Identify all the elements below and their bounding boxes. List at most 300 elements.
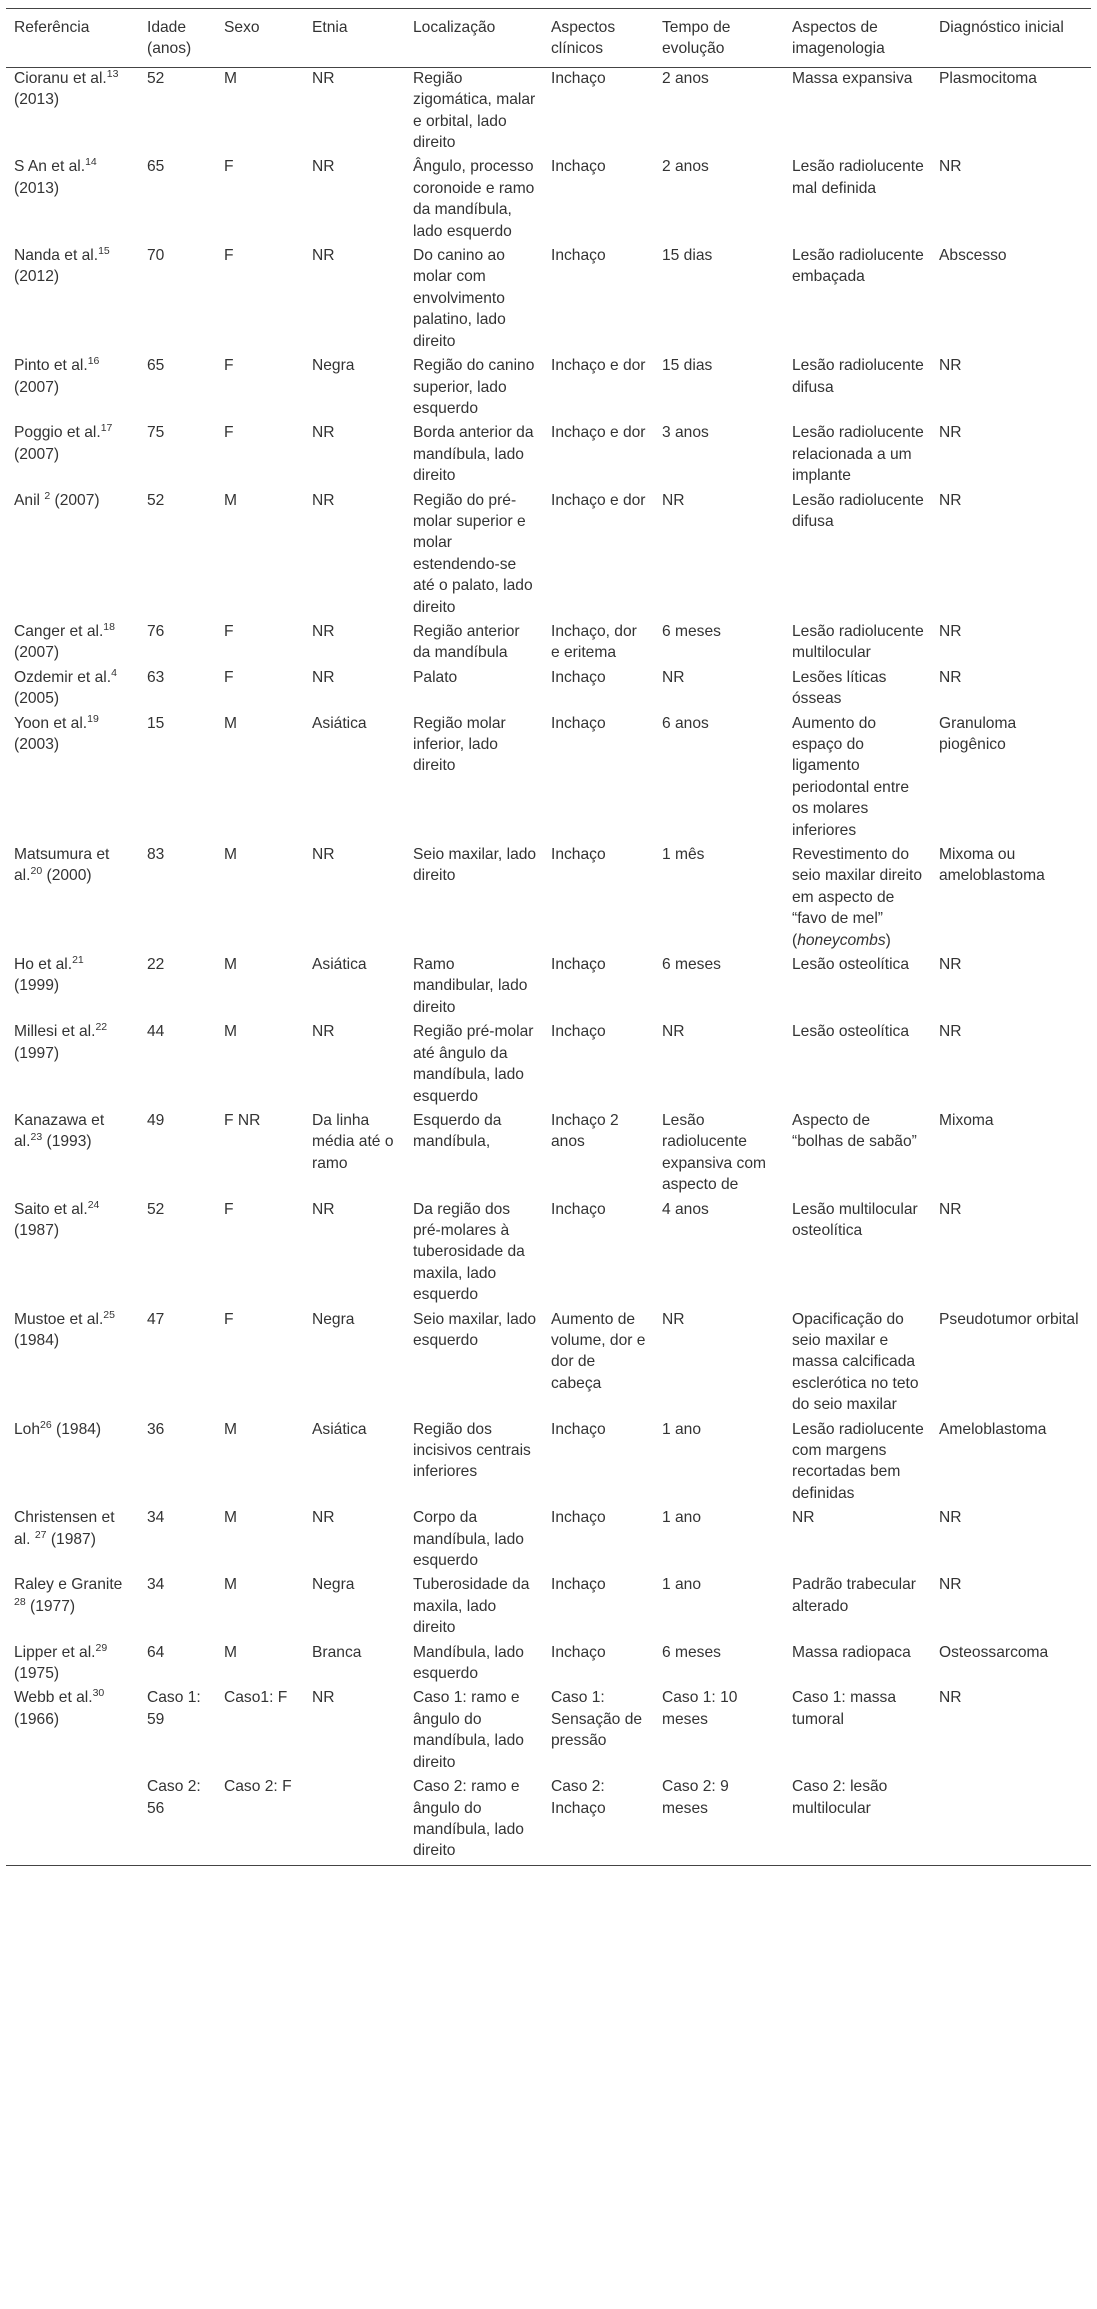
reference-year: (1987) <box>14 1221 60 1239</box>
imaging-text: Aspecto de “bolhas de sabão” <box>792 1111 917 1151</box>
imaging-text: Lesão radiolucente mal definida <box>792 158 924 197</box>
reference-number: 25 <box>103 1308 115 1321</box>
sex-cell: F <box>224 1200 234 1218</box>
location-cell: Borda anterior da mandíbula, lado direito <box>413 424 534 485</box>
reference-cell <box>6 713 139 844</box>
clinical-cell: Inchaço <box>551 668 606 686</box>
imaging-text: Lesão radiolucente difusa <box>792 357 924 396</box>
reference-year: (1975) <box>14 1665 60 1683</box>
location-cell: Região do canino superior, lado esquerdo <box>413 357 535 417</box>
sex-cell: M <box>224 1509 237 1527</box>
diagnosis-cell: Mixoma <box>939 1111 994 1129</box>
reference-number: 20 <box>30 865 43 878</box>
reference-cell <box>6 490 139 621</box>
imaging-text: Caso 2: lesão multilocular <box>792 1778 888 1817</box>
reference-number: 19 <box>87 712 99 725</box>
ethnicity-cell: Asiática <box>312 1420 367 1438</box>
evolution-cell: 6 meses <box>662 622 721 640</box>
clinical-cell: Inchaço <box>551 1420 606 1438</box>
sex-cell: M <box>224 956 237 974</box>
location-cell: Palato <box>413 668 458 686</box>
reference-cell <box>6 1199 139 1309</box>
table-header-row <box>6 9 1091 68</box>
evolution-cell: 4 anos <box>662 1200 709 1218</box>
location-cell: Ângulo, processo coronoide e ramo da mandíbula, lado esquerdo <box>413 158 535 240</box>
ethnicity-cell: Branca <box>312 1643 362 1661</box>
imaging-text: Lesão osteolítica <box>792 956 910 974</box>
imaging-cell <box>784 355 931 422</box>
evolution-cell: NR <box>662 491 685 509</box>
age-cell: 63 <box>147 668 165 686</box>
table-row <box>6 67 1091 156</box>
ethnicity-cell: NR <box>312 1509 335 1527</box>
reference-cell <box>6 67 139 156</box>
table-row <box>6 422 1091 489</box>
reference-year: (2003) <box>14 736 60 753</box>
clinical-cell: Inchaço <box>551 69 606 87</box>
clinical-cell: Caso 2: Inchaço <box>551 1778 606 1817</box>
reference-year: (2007) <box>50 491 100 509</box>
reference-text: Saito et al. <box>14 1200 88 1218</box>
ethnicity-cell: Asiática <box>312 714 367 732</box>
table-row <box>6 1642 1091 1688</box>
reference-text: Kanazawa et al. <box>14 1111 105 1151</box>
location-cell: Região anterior da mandíbula <box>413 622 520 662</box>
clinical-cell: Inchaço <box>551 956 606 974</box>
diagnosis-cell: NR <box>939 491 962 509</box>
ethnicity-cell: NR <box>312 1023 335 1041</box>
evolution-cell: NR <box>662 1023 685 1041</box>
case-reports-table <box>6 8 1091 1866</box>
reference-cell <box>6 156 139 245</box>
sex-cell: F <box>224 247 234 265</box>
reference-number: 30 <box>92 1687 105 1700</box>
reference-text: Millesi et al. <box>14 1023 96 1041</box>
table-row <box>6 1776 1091 1865</box>
ethnicity-cell: Asiática <box>312 956 367 974</box>
diagnosis-cell: Pseudotumor orbital <box>939 1310 1079 1328</box>
reference-year: (2005) <box>14 690 60 708</box>
ethnicity-cell: Negra <box>312 1310 355 1328</box>
diagnosis-cell: NR <box>939 622 962 640</box>
reference-cell <box>6 1776 139 1865</box>
reference-text: Anil <box>14 491 45 509</box>
reference-number: 13 <box>106 67 119 80</box>
reference-year: (1997) <box>14 1044 60 1062</box>
reference-text: Ozdemir et al. <box>14 668 112 686</box>
ethnicity-cell: NR <box>312 622 335 640</box>
location-cell: Da região dos pré-molares à tuberosidade da maxila, lado esquerdo <box>413 1200 525 1304</box>
column-header: Sexo <box>224 19 260 36</box>
age-cell: 76 <box>147 622 165 640</box>
sex-cell: M <box>224 1023 237 1041</box>
imaging-cell <box>784 67 931 156</box>
table-row <box>6 954 1091 1021</box>
reference-number: 27 <box>34 1528 47 1541</box>
table-row <box>6 490 1091 621</box>
reference-number: 24 <box>87 1198 100 1211</box>
location-cell: Região dos incisivos centrais inferiores <box>413 1420 531 1481</box>
reference-year: (1987) <box>46 1530 96 1548</box>
ethnicity-cell: NR <box>312 1689 335 1707</box>
table-row <box>6 1507 1091 1574</box>
imaging-cell <box>784 1507 931 1574</box>
table-row <box>6 667 1091 713</box>
imaging-cell <box>784 1021 931 1110</box>
age-cell: 75 <box>147 424 165 442</box>
reference-number: 16 <box>87 354 100 367</box>
age-cell: 65 <box>147 357 165 375</box>
diagnosis-cell: Mixoma ou ameloblastoma <box>939 846 1045 885</box>
imaging-text: NR <box>792 1509 815 1527</box>
evolution-cell: 6 meses <box>662 956 721 974</box>
evolution-cell: 2 anos <box>662 69 709 87</box>
table-row <box>6 1574 1091 1641</box>
location-cell: Tuberosidade da maxila, lado direito <box>413 1576 530 1637</box>
diagnosis-cell: NR <box>939 158 962 176</box>
reference-cell <box>6 1021 139 1110</box>
table-row <box>6 621 1091 667</box>
reference-cell <box>6 1574 139 1641</box>
diagnosis-cell: NR <box>939 424 962 442</box>
diagnosis-cell: Ameloblastoma <box>939 1420 1047 1438</box>
reference-year: (2007) <box>14 445 60 463</box>
imaging-cell <box>784 1110 931 1199</box>
reference-cell <box>6 1419 139 1508</box>
location-cell: Do canino ao molar com envolvimento palatino, lado direito <box>413 247 506 350</box>
imaging-cell <box>784 245 931 355</box>
ethnicity-cell: Da linha média até o ramo <box>312 1111 394 1172</box>
diagnosis-cell: NR <box>939 668 962 686</box>
location-cell: Caso 2: ramo e ângulo do mandíbula, lado direito <box>413 1778 524 1860</box>
evolution-cell: 1 ano <box>662 1509 702 1527</box>
age-cell: 64 <box>147 1643 165 1661</box>
diagnosis-cell <box>931 1776 1091 1865</box>
sex-cell: F <box>224 357 234 375</box>
column-header: Etnia <box>312 19 348 36</box>
age-cell: 52 <box>147 1200 165 1218</box>
reference-cell <box>6 621 139 667</box>
clinical-cell: Inchaço <box>551 1200 606 1218</box>
imaging-cell <box>784 1776 931 1865</box>
table-row <box>6 713 1091 844</box>
reference-number: 17 <box>100 422 113 435</box>
evolution-cell: 15 dias <box>662 247 713 265</box>
ethnicity-cell: Negra <box>312 357 355 375</box>
reference-text: Raley e Granite <box>14 1576 123 1594</box>
reference-year: (2013) <box>14 179 60 197</box>
age-cell: 15 <box>147 714 165 732</box>
diagnosis-cell: NR <box>939 956 962 974</box>
age-cell: 52 <box>147 69 165 87</box>
reference-text: Yoon et al. <box>14 714 88 732</box>
imaging-text: Lesão radiolucente embaçada <box>792 247 924 286</box>
reference-cell <box>6 355 139 422</box>
sex-cell: M <box>224 1576 237 1594</box>
sex-cell: F <box>224 668 234 686</box>
imaging-cell <box>784 621 931 667</box>
clinical-cell: Inchaço e dor <box>551 491 646 509</box>
ethnicity-cell: NR <box>312 491 335 509</box>
table-row <box>6 1309 1091 1419</box>
reference-cell <box>6 844 139 954</box>
age-cell: 34 <box>147 1576 165 1594</box>
reference-text: Mustoe et al. <box>14 1310 104 1328</box>
reference-text: Lipper et al. <box>14 1643 96 1661</box>
reference-text: Poggio et al. <box>14 424 101 442</box>
imaging-cell <box>784 954 931 1021</box>
sex-cell: F <box>224 158 234 176</box>
reference-cell <box>6 1110 139 1199</box>
reference-year: (2007) <box>14 378 60 396</box>
imaging-cell <box>784 1642 931 1688</box>
location-cell: Ramo mandibular, lado direito <box>413 956 528 1016</box>
age-cell: 83 <box>147 846 165 864</box>
column-header: Idade (anos) <box>147 19 192 58</box>
age-cell: 47 <box>147 1310 165 1328</box>
clinical-cell: Inchaço 2 anos <box>551 1111 619 1151</box>
imaging-cell <box>784 1687 931 1776</box>
sex-cell: M <box>224 1420 237 1438</box>
evolution-cell: 15 dias <box>662 357 713 375</box>
clinical-cell: Inchaço <box>551 1509 606 1527</box>
diagnosis-cell: NR <box>939 1200 962 1218</box>
reference-text: Webb et al. <box>14 1689 93 1707</box>
location-cell: Seio maxilar, lado esquerdo <box>413 1310 537 1349</box>
evolution-cell: Caso 2: 9 meses <box>662 1778 729 1817</box>
reference-number: 22 <box>95 1021 108 1034</box>
sex-cell: M <box>224 69 237 87</box>
sex-cell: M <box>224 714 237 732</box>
reference-year: (1966) <box>14 1710 60 1728</box>
table-row <box>6 1199 1091 1309</box>
sex-cell: F <box>224 1310 234 1328</box>
clinical-cell: Inchaço <box>551 1643 606 1661</box>
diagnosis-cell: NR <box>939 1023 962 1041</box>
reference-text: Matsumura et al. <box>14 846 110 885</box>
diagnosis-cell: NR <box>939 1689 962 1707</box>
location-cell: Esquerdo da mandíbula, <box>413 1111 502 1151</box>
imaging-italic-text: honeycombs <box>797 931 886 949</box>
evolution-cell: 6 meses <box>662 1643 721 1661</box>
reference-cell <box>6 245 139 355</box>
sex-cell: Caso 2: F <box>224 1778 292 1796</box>
imaging-cell <box>784 1199 931 1309</box>
ethnicity-cell: Negra <box>312 1576 355 1594</box>
reference-text: Canger et al. <box>14 622 104 640</box>
imaging-text: Massa radiopaca <box>792 1643 911 1661</box>
reference-text: Christensen et al. <box>14 1509 115 1548</box>
imaging-text: Lesão radiolucente com margens recortadas bem definidas <box>792 1420 924 1502</box>
diagnosis-cell: Osteossarcoma <box>939 1643 1049 1661</box>
imaging-cell <box>784 490 931 621</box>
reference-text: Ho et al. <box>14 956 73 974</box>
reference-year: (1984) <box>14 1331 60 1349</box>
evolution-cell: 1 ano <box>662 1576 702 1594</box>
sex-cell: F NR <box>224 1111 261 1129</box>
imaging-text-end: ) <box>885 931 891 949</box>
table-row <box>6 1419 1091 1508</box>
location-cell: Mandíbula, lado esquerdo <box>413 1643 524 1683</box>
clinical-cell: Inchaço <box>551 1023 606 1041</box>
reference-number: 28 <box>14 1595 26 1608</box>
ethnicity-cell: NR <box>312 158 335 176</box>
imaging-text: Lesão radiolucente multilocular <box>792 622 924 662</box>
table-body <box>6 67 1091 1865</box>
age-cell: 52 <box>147 491 165 509</box>
location-cell: Região zigomática, malar e orbital, lado direito <box>413 69 536 152</box>
ethnicity-cell: NR <box>312 846 335 864</box>
evolution-cell: 3 anos <box>662 424 709 442</box>
sex-cell: F <box>224 424 234 442</box>
clinical-cell: Caso 1: Sensação de pressão <box>551 1689 643 1750</box>
sex-cell: F <box>224 622 234 640</box>
reference-number: 2 <box>44 489 51 502</box>
column-header: Diagnóstico inicial <box>939 19 1064 36</box>
clinical-cell: Inchaço <box>551 1576 606 1594</box>
location-cell: Região pré-molar até ângulo da mandíbula, lado esquerdo <box>413 1023 534 1105</box>
sex-cell: M <box>224 846 237 864</box>
imaging-text: Opacificação do seio maxilar e massa calcificada esclerótica no teto do seio maxilar <box>792 1310 919 1414</box>
age-cell: 49 <box>147 1111 165 1129</box>
evolution-cell: 6 anos <box>662 714 709 732</box>
clinical-cell: Inchaço e dor <box>551 357 646 375</box>
reference-number: 23 <box>30 1131 43 1144</box>
evolution-cell: NR <box>662 668 685 686</box>
ethnicity-cell: NR <box>312 69 335 87</box>
reference-text: S An et al. <box>14 158 86 176</box>
table-row <box>6 844 1091 954</box>
reference-cell <box>6 667 139 713</box>
reference-number: 15 <box>98 244 110 257</box>
age-cell: 22 <box>147 956 165 974</box>
reference-year: (1984) <box>51 1420 102 1438</box>
reference-year: (1977) <box>25 1597 76 1615</box>
column-header: Tempo de evolução <box>662 19 731 58</box>
evolution-cell: 1 mês <box>662 846 705 864</box>
reference-text: Cioranu et al. <box>14 69 107 87</box>
ethnicity-cell: NR <box>312 247 335 265</box>
table-row <box>6 355 1091 422</box>
column-header: Localização <box>413 19 496 36</box>
location-cell: Região do pré-molar superior e molar estendendo-se até o palato, lado direito <box>413 491 533 616</box>
reference-number: 18 <box>103 620 115 633</box>
imaging-text: Revestimento do seio maxilar direito em aspecto de “favo de mel” ( <box>792 846 922 949</box>
location-cell: Seio maxilar, lado direito <box>413 846 537 885</box>
column-header: Aspectos clínicos <box>551 19 616 58</box>
reference-year: (2012) <box>14 268 60 286</box>
imaging-text: Lesão radiolucente difusa <box>792 491 924 530</box>
age-cell: 65 <box>147 158 165 176</box>
reference-year: (1999) <box>14 977 60 995</box>
reference-year: (1993) <box>42 1133 92 1151</box>
clinical-cell: Aumento de volume, dor e dor de cabeça <box>551 1310 646 1392</box>
clinical-cell: Inchaço, dor e eritema <box>551 622 637 662</box>
clinical-cell: Inchaço <box>551 846 606 864</box>
evolution-cell: Lesão radiolucente expansiva com aspecto de <box>662 1111 767 1194</box>
reference-text: Pinto et al. <box>14 357 88 375</box>
age-cell: 34 <box>147 1509 165 1527</box>
imaging-cell <box>784 713 931 844</box>
evolution-cell: 2 anos <box>662 158 709 176</box>
location-cell: Corpo da mandíbula, lado esquerdo <box>413 1509 524 1570</box>
reference-number: 29 <box>95 1641 108 1654</box>
table-row <box>6 156 1091 245</box>
imaging-cell <box>784 156 931 245</box>
diagnosis-cell: Plasmocitoma <box>939 69 1037 87</box>
age-cell: 36 <box>147 1420 165 1438</box>
reference-number: 21 <box>72 953 84 966</box>
reference-text: Nanda et al. <box>14 247 99 265</box>
reference-number: 4 <box>111 666 117 679</box>
imaging-text: Padrão trabecular alterado <box>792 1576 916 1615</box>
ethnicity-cell: NR <box>312 424 335 442</box>
evolution-cell: 1 ano <box>662 1420 702 1438</box>
reference-text: Loh <box>14 1420 41 1438</box>
clinical-cell: Inchaço <box>551 247 606 265</box>
ethnicity-cell <box>304 1776 405 1865</box>
imaging-text: Lesão radiolucente relacionada a um implante <box>792 424 924 485</box>
diagnosis-cell: NR <box>939 357 962 375</box>
column-header: Referência <box>14 19 90 36</box>
location-cell: Caso 1: ramo e ângulo do mandíbula, lado direito <box>413 1689 524 1771</box>
imaging-cell <box>784 1419 931 1508</box>
column-header: Aspectos de imagenologia <box>792 19 885 58</box>
imaging-cell <box>784 1574 931 1641</box>
reference-year: (2000) <box>42 867 92 885</box>
clinical-cell: Inchaço e dor <box>551 424 646 442</box>
imaging-cell <box>784 1309 931 1419</box>
reference-cell <box>6 422 139 489</box>
diagnosis-cell: Abscesso <box>939 247 1007 265</box>
table-row <box>6 1687 1091 1776</box>
reference-cell <box>6 1642 139 1688</box>
reference-number: 14 <box>85 156 97 169</box>
reference-cell <box>6 954 139 1021</box>
table-row <box>6 245 1091 355</box>
reference-cell <box>6 1687 139 1776</box>
reference-cell <box>6 1507 139 1574</box>
reference-year: (2013) <box>14 91 60 109</box>
imaging-cell <box>784 667 931 713</box>
age-cell: Caso 2: 56 <box>147 1778 201 1817</box>
imaging-text: Caso 1: massa tumoral <box>792 1689 897 1728</box>
sex-cell: M <box>224 1643 237 1661</box>
sex-cell: Caso1: F <box>224 1689 288 1707</box>
imaging-text: Lesão osteolítica <box>792 1023 910 1041</box>
diagnosis-cell: Granuloma piogênico <box>939 714 1017 753</box>
reference-number: 26 <box>40 1418 52 1431</box>
imaging-cell <box>784 422 931 489</box>
evolution-cell: Caso 1: 10 meses <box>662 1689 738 1728</box>
age-cell: 70 <box>147 247 165 265</box>
table-row <box>6 1021 1091 1110</box>
reference-cell <box>6 1309 139 1419</box>
evolution-cell: NR <box>662 1310 685 1328</box>
sex-cell: M <box>224 491 237 509</box>
imaging-text: Lesões líticas ósseas <box>792 668 887 708</box>
clinical-cell: Inchaço <box>551 714 606 732</box>
ethnicity-cell: NR <box>312 1200 335 1218</box>
diagnosis-cell: NR <box>939 1576 962 1594</box>
clinical-cell: Inchaço <box>551 158 606 176</box>
diagnosis-cell: NR <box>939 1509 962 1527</box>
ethnicity-cell: NR <box>312 668 335 686</box>
imaging-text: Massa expansiva <box>792 69 913 87</box>
location-cell: Região molar inferior, lado direito <box>413 714 506 775</box>
table-row <box>6 1110 1091 1199</box>
reference-year: (2007) <box>14 644 60 662</box>
